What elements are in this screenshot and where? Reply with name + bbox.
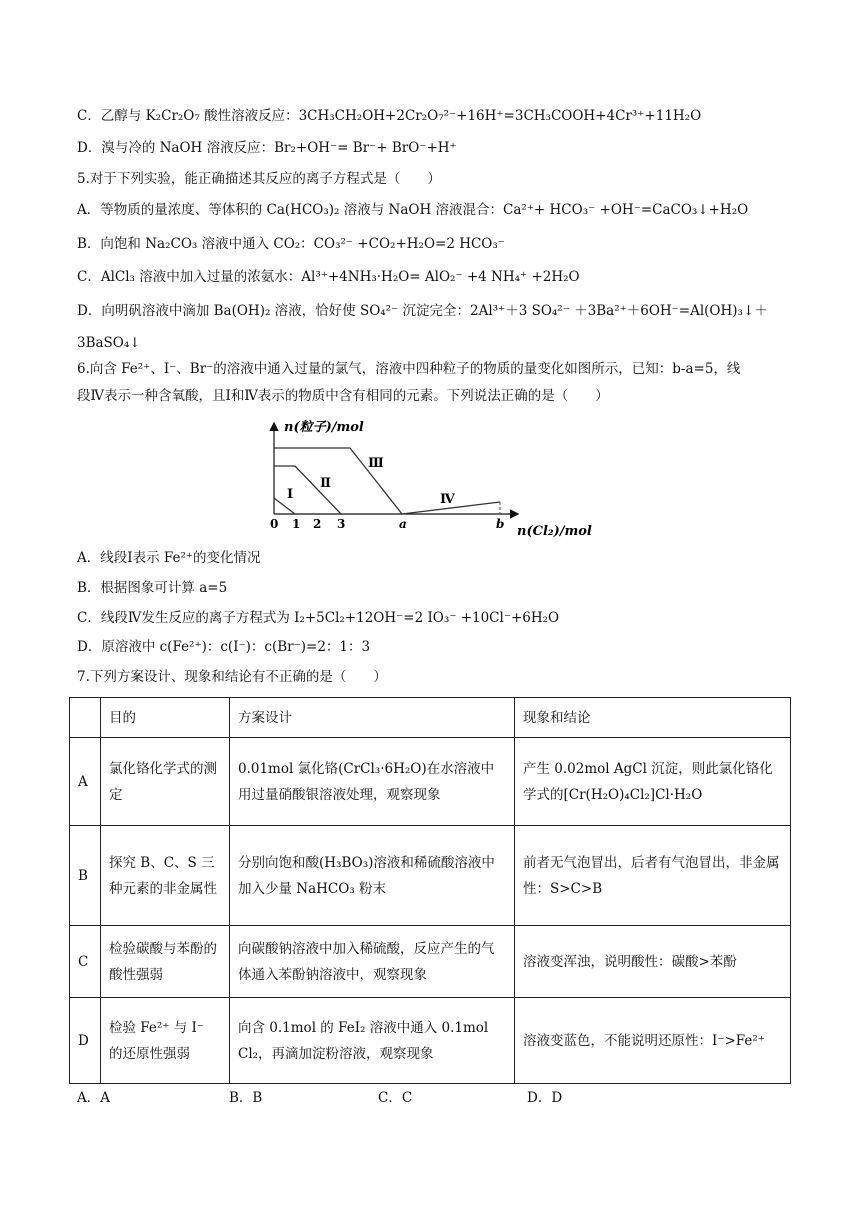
row-purpose: 检验 Fe²⁺ 与 I⁻ 的还原性强弱 (101, 998, 230, 1084)
row-result: 前者无气泡冒出，后者有气泡冒出，非金属性：S>C>B (515, 826, 791, 926)
q7-choice-a: A．A (77, 1090, 110, 1106)
row-purpose: 探究 B、C、S 三种元素的非金属性 (101, 826, 230, 926)
x-tick-2: 2 (313, 517, 322, 531)
x-tick-1: 1 (292, 517, 301, 531)
segment-label-4: Ⅳ (440, 492, 455, 507)
row-purpose: 氯化铬化学式的测定 (101, 738, 230, 826)
q5-option-d: D．向明矾溶液中滴加 Ba(OH)₂ 溶液，恰好使 SO₄²⁻ 沉淀完全：2Al³⁺＋3 SO₄²⁻ ＋3Ba²⁺＋6OH⁻=Al(OH)₃↓＋ (77, 303, 768, 319)
table-row (70, 826, 791, 926)
q6-option-c: C．线段Ⅳ发生反应的离子方程式为 I₂+5Cl₂+12OH⁻=2 IO₃⁻ +10Cl⁻+6H₂O (77, 610, 560, 626)
q7-choice-d: D．D (527, 1090, 563, 1106)
row-design: 分别向饱和酸(H₃BO₃)溶液和稀硫酸溶液中加入少量 NaHCO₃ 粉末 (230, 826, 515, 926)
table-header-row (70, 698, 791, 738)
row-result: 溶液变浑浊，说明酸性：碳酸>苯酚 (515, 926, 791, 998)
row-design: 向碳酸钠溶液中加入稀硫酸，反应产生的气体通入苯酚钠溶液中，观察现象 (230, 926, 515, 998)
q7-choice-c: C．C (378, 1090, 413, 1106)
segment-label-3: Ⅲ (368, 456, 384, 471)
q4-option-c: C．乙醇与 K₂Cr₂O₇ 酸性溶液反应：3CH₃CH₂OH+2Cr₂O₇²⁻+16H⁺=3CH₃COOH+4Cr³⁺+11H₂O (77, 108, 702, 124)
q4-option-d: D．溴与冷的 NaOH 溶液反应：Br₂+OH⁻= Br⁻+ BrO⁻+H⁺ (77, 140, 457, 156)
q6-graph (262, 418, 592, 540)
q6-option-b: B．根据图象可计算 a=5 (77, 580, 228, 596)
segment-label-1: Ⅰ (287, 487, 294, 502)
row-design: 向含 0.1mol 的 FeI₂ 溶液中通入 0.1mol Cl₂，再滴加淀粉溶液，观察现象 (230, 998, 515, 1084)
x-tick-3: 3 (337, 517, 346, 531)
x-tick-b: b (496, 517, 505, 531)
q5-option-a: A．等物质的量浓度、等体积的 Ca(HCO₃)₂ 溶液与 NaOH 溶液混合：Ca²⁺+ HCO₃⁻ +OH⁻=CaCO₃↓+H₂O (77, 202, 749, 218)
q6-option-a: A．线段Ⅰ表示 Fe²⁺的变化情况 (77, 550, 261, 566)
q7-stem: 7.下列方案设计、现象和结论有不正确的是（ ） (77, 669, 387, 685)
table-row (70, 998, 791, 1084)
q5-option-c: C．AlCl₃ 溶液中加入过量的浓氨水：Al³⁺+4NH₃·H₂O= AlO₂⁻ +4 NH₄⁺ +2H₂O (77, 269, 580, 285)
row-label: B (70, 826, 101, 926)
table-row (70, 738, 791, 826)
x-tick-0: 0 (270, 517, 279, 531)
q7-choice-b: B．B (229, 1090, 263, 1106)
y-axis-label: n(粒子)/mol (284, 420, 364, 435)
row-design: 0.01mol 氯化铬(CrCl₃·6H₂O)在水溶液中用过量硝酸银溶液处理，观察现象 (230, 738, 515, 826)
x-tick-a: a (399, 517, 407, 531)
header-cell-design: 方案设计 (230, 698, 515, 738)
q6-option-d: D．原溶液中 c(Fe²⁺)：c(I⁻)：c(Br⁻)=2：1：3 (77, 639, 371, 655)
x-axis-label: n(Cl₂)/mol (517, 524, 592, 539)
q6-stem-line1: 6.向含 Fe²⁺、I⁻、Br⁻的溶液中通入过量的氯气，溶液中四种粒子的物质的量变化如图所示，已知：b-a=5，线 (77, 361, 741, 377)
row-label: A (70, 738, 101, 826)
header-cell-purpose: 目的 (101, 698, 230, 738)
table-row (70, 926, 791, 998)
row-label: C (70, 926, 101, 998)
segment-label-2: Ⅱ (320, 476, 331, 491)
row-result: 溶液变蓝色，不能说明还原性：I⁻>Fe²⁺ (515, 998, 791, 1084)
row-purpose: 检验碳酸与苯酚的酸性强弱 (101, 926, 230, 998)
header-cell-blank (70, 698, 101, 738)
q6-stem-line2: 段Ⅳ表示一种含氧酸，且Ⅰ和Ⅳ表示的物质中含有相同的元素。下列说法正确的是（ ） (77, 388, 609, 404)
q5-stem: 5.对于下列实验，能正确描述其反应的离子方程式是（ ） (77, 171, 441, 187)
row-label: D (70, 998, 101, 1084)
header-cell-result: 现象和结论 (515, 698, 791, 738)
q5-option-d-cont: 3BaSO₄↓ (77, 335, 141, 351)
q5-option-b: B．向饱和 Na₂CO₃ 溶液中通入 CO₂：CO₃²⁻ +CO₂+H₂O=2 HCO₃⁻ (77, 236, 505, 252)
q7-table (69, 697, 791, 1084)
row-result: 产生 0.02mol AgCl 沉淀，则此氯化铬化学式的[Cr(H₂O)₄Cl₂]Cl·H₂O (515, 738, 791, 826)
